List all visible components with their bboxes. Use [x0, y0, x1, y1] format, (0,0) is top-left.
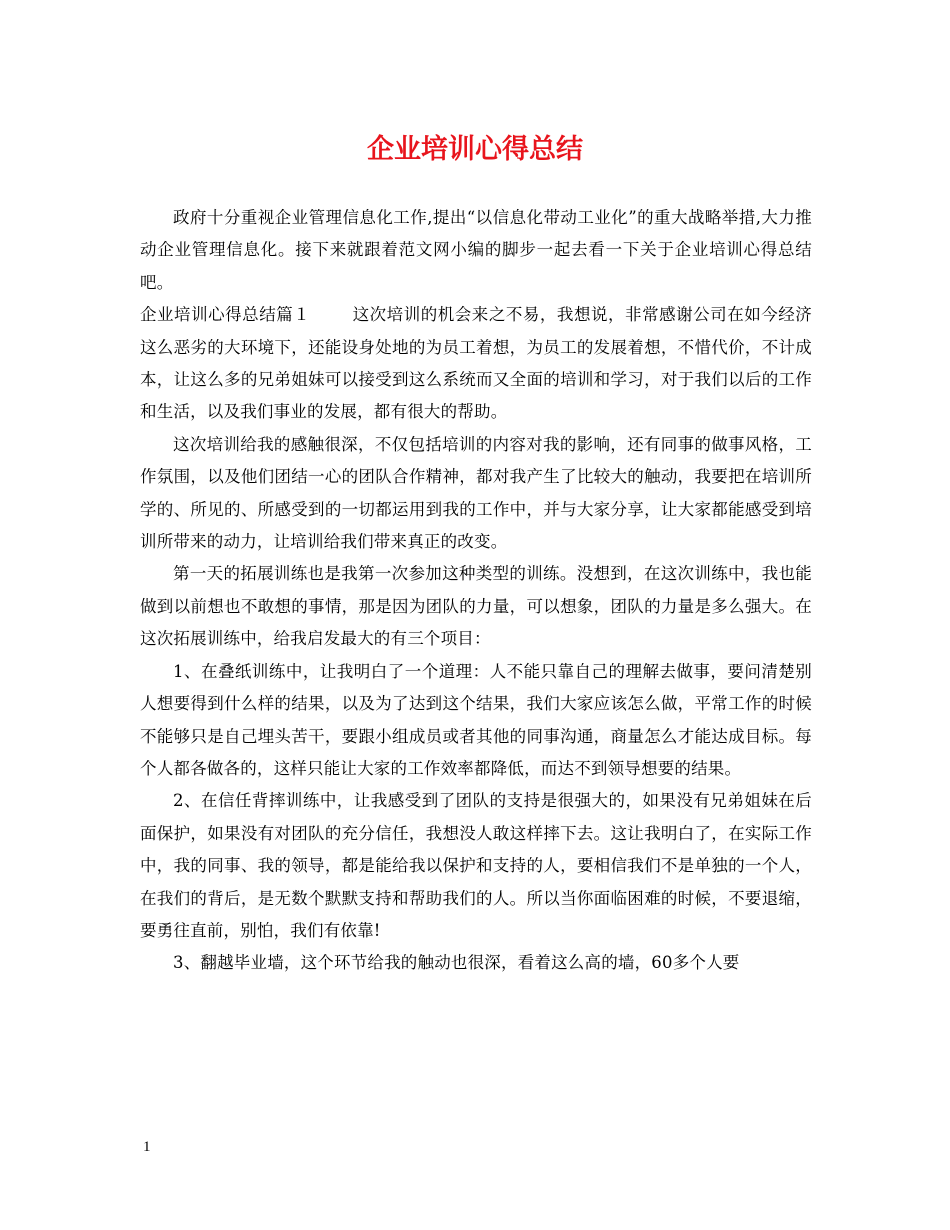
paragraph-item-2: 2、在信任背摔训练中，让我感受到了团队的支持是很强大的，如果没有兄弟姐妹在后面保护，如果没有对团队的充分信任，我想没人敢这样摔下去。这让我明白了，在实际工作中，我的同事、我的领导，都是能给我以保护和支持的人，要相信我们不是单独的一个人，在我们的背后，是无数个默默支持和帮助我们的人。所以当你面临困难的时候，不要退缩，要勇往直前，别怕，我们有依靠! — [140, 791, 812, 940]
section-paragraph — [140, 299, 812, 429]
intro-paragraph: 政府十分重视企业管理信息化工作,提出“以信息化带动工业化”的重大战略举措,大力推动企业管理信息化。接下来就跟着范文网小编的脚步一起去看一下关于企业培训心得总结吧。 — [140, 208, 812, 292]
paragraph-item-1: 1、在叠纸训练中，让我明白了一个道理：人不能只靠自己的理解去做事，要问清楚别人想要得到什么样的结果，以及为了达到这个结果，我们大家应该怎么做，平常工作的时候不能够只是自己埋头苦干，要跟小组成员或者其他的同事沟通，商量怎么才能达成目标。每个人都各做各的，这样只能让大家的工作效率都降低，而达不到领导想要的结果。 — [140, 661, 812, 778]
paragraph-outdoor-training: 第一天的拓展训练也是我第一次参加这种类型的训练。没想到，在这次训练中，我也能做到以前想也不敢想的事情，那是因为团队的力量，可以想象，团队的力量是多么强大。在这次拓展训练中，给我启发最大的有三个项目： — [140, 564, 812, 649]
paragraph-item-3: 3、翻越毕业墙，这个环节给我的触动也很深，看着这么高的墙，60多个人要 — [173, 953, 740, 973]
document-title: 企业培训心得总结 — [367, 134, 583, 165]
document-body — [140, 202, 812, 980]
section-heading: 企业培训心得总结篇１ — [140, 305, 311, 325]
section-first-paragraph: 这次培训的机会来之不易，我想说，非常感谢公司在如今经济这么恶劣的大环境下，还能设身处地的为员工着想，为员工的发展着想，不惜代价，不计成本，让这么多的兄弟姐妹可以接受到这么系统而又全面的培训和学习，对于我们以后的工作和生活，以及我们事业的发展，都有很大的帮助。 — [140, 305, 813, 422]
page-number: 1 — [143, 1139, 151, 1155]
paragraph-training-impressions: 这次培训给我的感触很深，不仅包括培训的内容对我的影响，还有同事的做事风格，工作氛围，以及他们团结一心的团队合作精神，都对我产生了比较大的触动，我要把在培训所学的、所见的、所感受到的一切都运用到我的工作中，并与大家分享，让大家都能感受到培训所带来的动力，让培训给我们带来真正的改变。 — [140, 434, 812, 552]
